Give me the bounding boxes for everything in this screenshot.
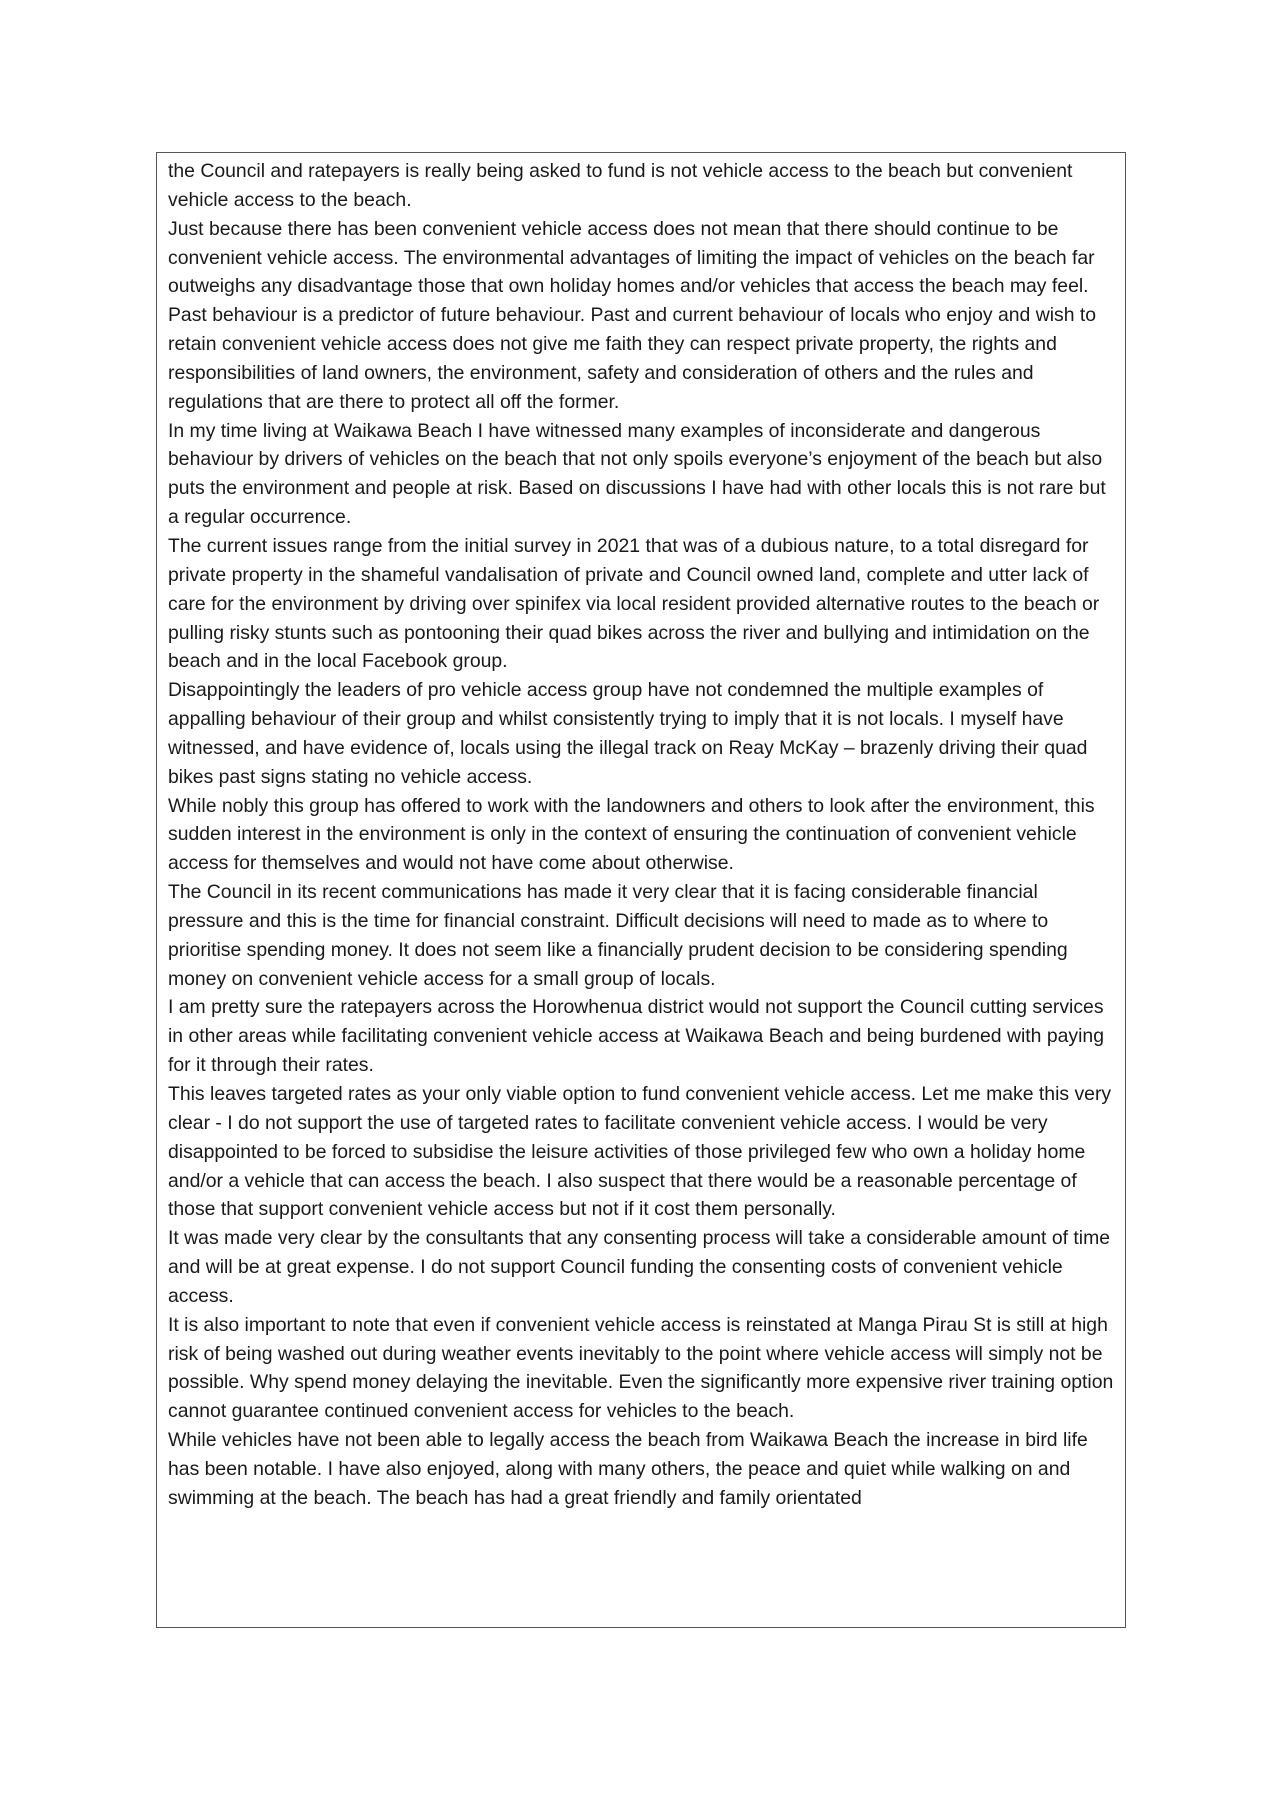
paragraph: While vehicles have not been able to legally access the beach from Waikawa Beach the increase in bird life has been notable. I have also enjoyed, along with many others, the peace and quiet while walking on and swimming at the beach. The beach has had a great friendly and family orientated (168, 1429, 1088, 1509)
paragraph: Just because there has been convenient vehicle access does not mean that there should continue to be convenient vehicle access. The environmental advantages of limiting the impact of vehicles on the beach far outweighs any disadvantage those that own holiday homes and/or vehicles that access the beach may feel. (168, 217, 1095, 298)
paragraph: Past behaviour is a predictor of future behaviour. Past and current behaviour of locals who enjoy and wish to retain convenient vehicle access does not give me faith they can respect private property, the rights and responsibilities of land owners, the environment, safety and consideration of others and the rules and regulations that are there to protect all off the former. (168, 304, 1097, 413)
paragraph: The Council in its recent communications has made it very clear that it is facing considerable financial pressure and this is the time for financial constraint. Difficult decisions will need to made as to where to prioritise spending money. It does not seem like a financially prudent decision to be considering spending money on convenient vehicle access for a small group of locals. (168, 881, 1068, 990)
paragraph: Disappointingly the leaders of pro vehicle access group have not condemned the multiple examples of appalling behaviour of their group and whilst consistently trying to imply that it is not locals. I myself have witnessed, and have evidence of, locals using the illegal track on Reay McKay – brazenly driving their quad bikes past signs stating no vehicle access. (168, 679, 1088, 788)
paragraph: In my time living at Waikawa Beach I have witnessed many examples of inconsiderate and dangerous behaviour by drivers of vehicles on the beach that not only spoils everyone’s enjoyment of the beach but also puts the environment and people at risk. Based on discussions I have had with other locals this is not rare but a regular occurrence. (168, 419, 1106, 529)
paragraph: The current issues range from the initial survey in 2021 that was of a dubious nature, to a total disregard for private property in the shameful vandalisation of private and Council owned land, complete and utter lack of care for the environment by driving over spinifex via local resident provided alternative routes to the beach or pulling risky stunts such as pontooning their quad bikes across the river and bullying and intimidation on the beach and in the local Facebook group. (168, 534, 1100, 673)
paragraph: I am pretty sure the ratepayers across the Horowhenua district would not support the Council cutting services in other areas while facilitating convenient vehicle access at Waikawa Beach and being burdened with paying for it through their rates. (168, 996, 1104, 1077)
paragraph: While nobly this group has offered to work with the landowners and others to look after the environment, this sudden interest in the environment is only in the context of ensuring the continuation of convenient vehicle access for themselves and would not have come about otherwise. (168, 794, 1095, 875)
paragraph: It was made very clear by the consultants that any consenting process will take a considerable amount of time and will be at great expense. I do not support Council funding the consenting costs of convenient vehicle access. (168, 1227, 1111, 1307)
text-box (156, 152, 1126, 1628)
paragraph: the Council and ratepayers is really being asked to fund is not vehicle access to the beach but convenient vehicle access to the beach. (168, 160, 1073, 211)
paragraph: It is also important to note that even if convenient vehicle access is reinstated at Manga Pirau St is still at high risk of being washed out during weather events inevitably to the point where vehicle access will simply not be possible. Why spend money delaying the inevitable. Even the significantly more expensive river training option cannot guarantee continued convenient access for vehicles to the beach. (168, 1313, 1114, 1423)
paragraph: This leaves targeted rates as your only viable option to fund convenient vehicle access. Let me make this very clear - I do not support the use of targeted rates to facilitate convenient vehicle access. I would be very disappointed to be forced to subsidise the leisure activities of those privileged few who own a holiday home and/or a vehicle that can access the beach. I also suspect that there would be a reasonable percentage of those that support convenient vehicle access but not if it cost them personally. (168, 1083, 1112, 1221)
